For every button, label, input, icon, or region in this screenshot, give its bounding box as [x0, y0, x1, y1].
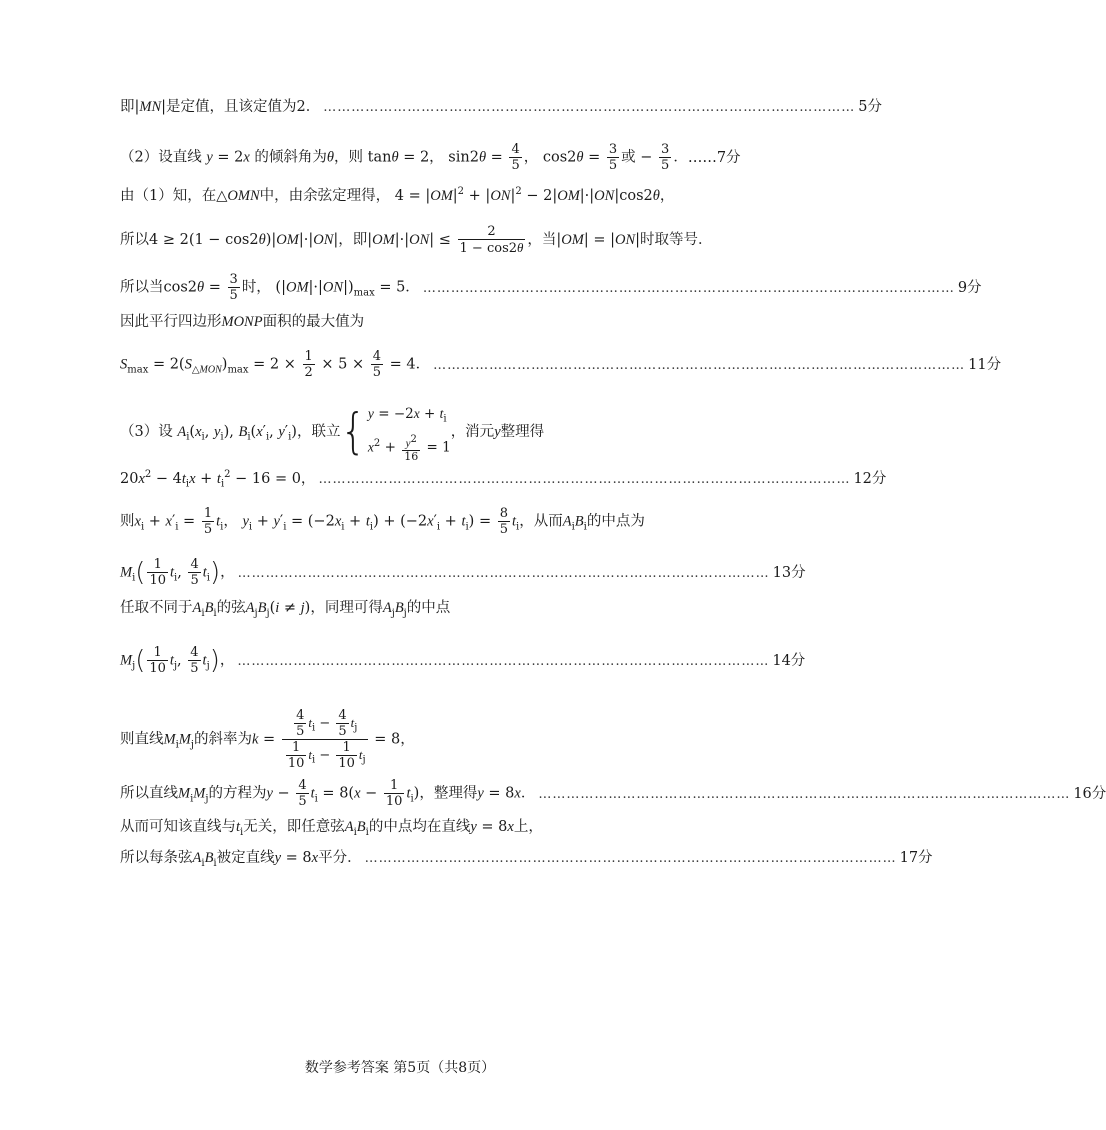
- answer-line-16: 从而可知该直线与$t_i$无关，即任意弦$A_iB_i$的中点均在直线y = 8x上，: [120, 819, 543, 838]
- answer-line-14: 则直线$M_iM_j$的斜率为k = $\frac{4}{5}$ $t_i$ − $\frac{4}{5}$ $t_j$ $\frac{1}{10}$ $t_i$ − $\frac{1}{10}$ $t_j$ = 8，: [120, 708, 415, 771]
- answer-line-5: 所以当cos2θ = $\frac{3}{5}$ 时， $(|OM|\cdot|ON|)_{max} = 5$． …………………………………………………………………………………………………… 9分: [120, 272, 982, 303]
- answer-line-15: 所以直线$M_iM_j$的方程为y − $\frac{4}{5}$ $t_i = 8(x$ − $\frac{1}{10}$ $t_i$)，整理得y = 8x． …………………………………………………………………………………………………… 16分: [120, 778, 1106, 809]
- score: 9分: [957, 279, 982, 296]
- answer-line-4: 所以4 ≥ 2(1 − cos2θ)|OM|·|ON|，即|OM|·|ON| ≤ $\frac{2}{1 - \cos 2\theta}$ ，当|OM| = |ON|时取等号．: [120, 224, 713, 256]
- dot-leader: ……………………………………………………………………………………………………: [237, 565, 770, 581]
- dot-leader: ……………………………………………………………………………………………………: [364, 851, 897, 866]
- score: 14分: [772, 652, 806, 669]
- answer-line-6: 因此平行四边形MONP面积的最大值为: [120, 314, 365, 330]
- score: 16分: [1073, 785, 1106, 802]
- answer-line-10: 则$x_i + x'_i$ = $\frac{1}{5}$ $t_i$， $y_i + y'_i = (-2x_i + t_i) + (-2x'_i + t_i)$ = $\frac{8}{5}$ $t_i$，从而$A_iB_i$的中点为: [120, 506, 645, 537]
- dot-leader: ……………………………………………………………………………………………………: [422, 280, 955, 296]
- dot-leader: ……………………………………………………………………………………………………: [538, 786, 1071, 802]
- answer-line-13: $M_j$( $\frac{1}{10}$ $t_j$, $\frac{4}{5}$ $t_j$)， …………………………………………………………………………………………………… 14分: [120, 645, 806, 676]
- score: 11分: [968, 356, 1002, 373]
- answer-line-17: 所以每条弦$A_iB_i$被定直线y = 8x平分． …………………………………………………………………………………………………… 17分: [120, 850, 933, 869]
- score: 13分: [772, 564, 806, 581]
- answer-line-2: （2）设直线 y = 2x 的倾斜角为θ，则 tanθ = 2， sin2θ = $\frac{4}{5}$ ， cos2θ = $\frac{3}{5}$ 或 − $\frac{3}{5}$ ． ……7分: [120, 142, 741, 173]
- answer-line-1: 即|MN|是定值，且该定值为2． …………………………………………………………………………………………………… 5分: [120, 97, 676, 118]
- answer-line-9: $20x^2 - 4t_ix + t_i^2 - 16 = 0$， …………………………………………………………………………………………………… 12分: [120, 469, 887, 490]
- answer-line-3: 由（1）知，在△OMN中，由余弦定理得， $4 = |OM|^2 + |ON|^2 - 2|OM|\cdot|ON|\cos 2\theta$，: [120, 186, 675, 204]
- score: ……7分: [687, 149, 741, 166]
- answer-line-7: $S_{max} = 2(S_{\triangle MON})_{max} = 2$ × $\frac{1}{2}$ × 5 × $\frac{4}{5}$ = 4． …………………………………………………………………………………………………… 11分: [120, 349, 1002, 380]
- dot-leader: ……………………………………………………………………………………………………: [237, 653, 770, 669]
- answer-line-12: 任取不同于$A_iB_i$的弦$A_jB_j(i \ne j)$，同理可得$A_jB_j$的中点: [120, 600, 451, 619]
- page-footer: 数学参考答案 第5页（共8页）: [304, 1060, 496, 1076]
- answer-line-8: （3）设 $A_i(x_i$, $y_i$), $B_i(x'_i$, $y'_i$)，联立{ $y = -2x + t_i$ $x^2$ + $\frac{y^2}{16}$ = 1 ，消元y整理得: [120, 404, 545, 463]
- dot-leader: ……………………………………………………………………………………………………: [323, 100, 856, 115]
- dot-leader: ……………………………………………………………………………………………………: [318, 471, 851, 487]
- answer-line-11: $M_i$( $\frac{1}{10}$ $t_i$, $\frac{4}{5}$ $t_i$)， …………………………………………………………………………………………………… 13分: [120, 557, 806, 588]
- dot-leader: ……………………………………………………………………………………………………: [433, 357, 966, 373]
- score: 5分: [858, 99, 882, 115]
- score: 17分: [899, 850, 933, 866]
- score: 12分: [853, 470, 887, 487]
